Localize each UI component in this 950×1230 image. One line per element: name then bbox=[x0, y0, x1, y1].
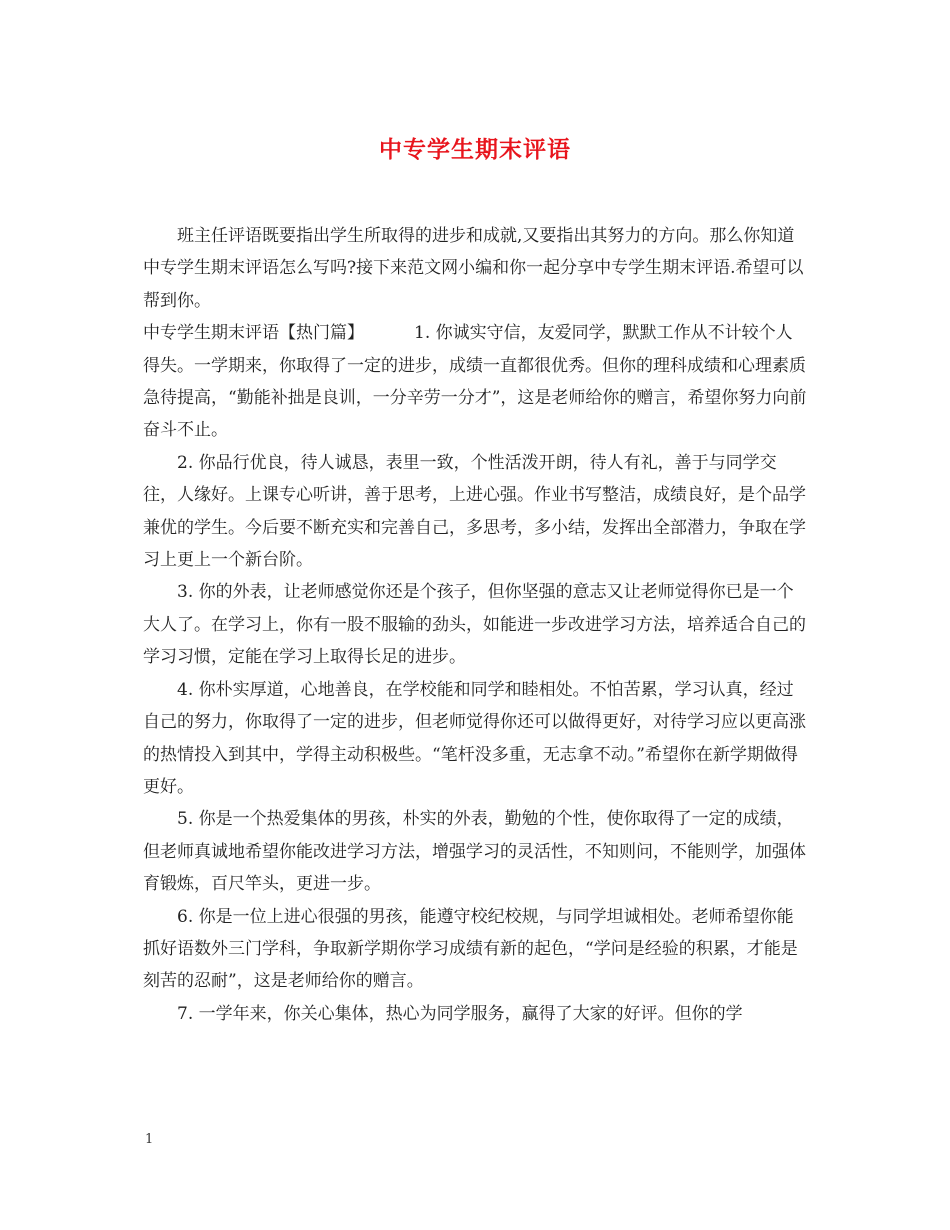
intro-paragraph: 班主任评语既要指出学生所取得的进步和成就,又要指出其努力的方向。那么你知道中专学生期末评语怎么写吗?接下来范文网小编和你一起分享中专学生期末评语.希望可以帮到你。 bbox=[143, 226, 804, 311]
section-heading: 中专学生期末评语【热门篇】 bbox=[143, 323, 364, 344]
comment-paragraph-1 bbox=[143, 317, 809, 447]
document-title: 中专学生期末评语 bbox=[379, 136, 571, 163]
comment-4: 4. 你朴实厚道，心地善良，在学校能和同学和睦相处。不怕苦累，学习认真，经过自己的努力，你取得了一定的进步，但老师觉得你还可以做得更好，对待学习应以更高涨的热情投入到其中，学得主动积极些。“笔杆没多重，无志拿不动。”希望你在新学期做得更好。 bbox=[143, 679, 806, 797]
comment-2: 2. 你品行优良，待人诚恳，表里一致，个性活泼开朗，待人有礼，善于与同学交往，人缘好。上课专心听讲，善于思考，上进心强。作业书写整洁，成绩良好，是个品学兼优的学生。今后要不断充实和完善自己，多思考，多小结，发挥出全部潜力，争取在学习上更上一个新台阶。 bbox=[143, 452, 806, 571]
comment-1: 1. 你诚实守信，友爱同学，默默工作从不计较个人得失。一学期来，你取得了一定的进步，成绩一直都很优秀。但你的理科成绩和心理素质急待提高，“勤能补拙是良训，一分辛劳一分才”，这是老师给你的赠言，希望你努力向前奋斗不止。 bbox=[143, 323, 807, 441]
page-number: 1 bbox=[145, 1132, 154, 1147]
comment-5: 5. 你是一个热爱集体的男孩，朴实的外表，勤勉的个性，使你取得了一定的成绩，但老师真诚地希望你能改进学习方法，增强学习的灵活性，不知则问，不能则学，加强体育锻炼，百尺竿头，更进一步。 bbox=[143, 809, 806, 895]
comment-7: 7. 一学年来，你关心集体，热心为同学服务，赢得了大家的好评。但你的学 bbox=[177, 1003, 743, 1024]
comment-6: 6. 你是一位上进心很强的男孩，能遵守校纪校规，与同学坦诚相处。老师希望你能抓好语数外三门学科，争取新学期你学习成绩有新的起色，“学问是经验的积累，才能是刻苦的忍耐”，这是老师给你的赠言。 bbox=[143, 906, 798, 992]
document-body bbox=[143, 220, 809, 1030]
comment-3: 3. 你的外表，让老师感觉你还是个孩子，但你坚强的意志又让老师觉得你已是一个大人了。在学习上，你有一股不服输的劲头，如能进一步改进学习方法，培养适合自己的学习习惯，定能在学习上取得长足的进步。 bbox=[143, 582, 806, 668]
